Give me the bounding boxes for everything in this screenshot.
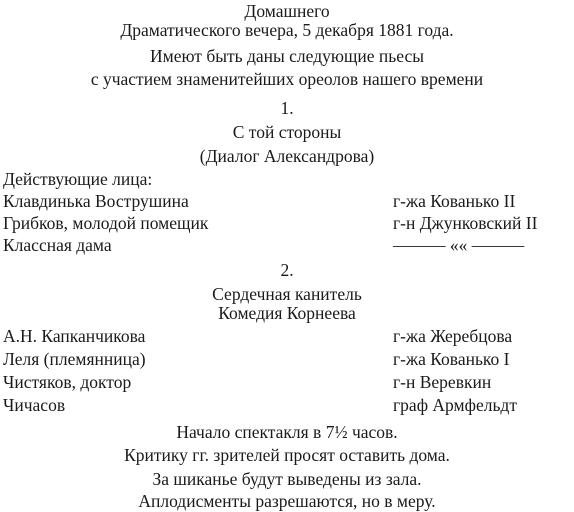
play2-subtitle: Комедия Корнеева: [218, 303, 356, 323]
cast-role: Клавдинька Вострушина: [3, 191, 189, 211]
header-line-4: с участием знаменитейших ореолов нашего времени: [90, 69, 484, 89]
cast-role: Грибков, молодой помещик: [3, 213, 209, 233]
header-line-2: Драматического вечера, 5 декабря 1881 года.: [120, 20, 454, 40]
cast-heading-text: Действующие лица:: [3, 169, 153, 189]
cast-actor: г-н Джунковский II: [393, 213, 538, 233]
play2-number: 2.: [280, 260, 294, 280]
play2-title: Сердечная канитель: [212, 284, 362, 304]
play1-number: 1.: [280, 98, 294, 118]
play1-title: С той стороны: [232, 122, 342, 142]
cast-actor: г-жа Кованько II: [393, 191, 516, 211]
cast-actor: г-жа Кованько I: [393, 349, 510, 369]
cast-actor: г-н Веревкин: [393, 372, 492, 392]
cast-actor: г-жа Жеребцова: [393, 326, 513, 346]
cast-role: Классная дама: [3, 235, 112, 255]
cast-role: Чичасов: [3, 395, 66, 415]
cast-role: А.Н. Капканчикова: [3, 326, 146, 346]
header-line-3: Имеют быть даны следующие пьесы: [149, 46, 424, 66]
cast-role: Леля (племянница): [3, 349, 146, 369]
footer-line-2: Критику гг. зрителей просят оставить дома.: [124, 445, 450, 465]
header-line-1: Домашнего: [244, 1, 330, 21]
footer-line-4: Аплодисменты разрешаются, но в меру.: [138, 491, 436, 511]
footer-line-1: Начало спектакля в 7½ часов.: [176, 422, 398, 442]
footer-line-3: За шиканье будут выведены из зала.: [152, 469, 422, 489]
play1-subtitle: (Диалог Александрова): [199, 146, 375, 166]
cast-actor: граф Армфельдт: [393, 395, 517, 415]
cast-role: Чистяков, доктор: [3, 372, 132, 392]
cast-actor-ditto: ——— «« ———: [393, 235, 525, 255]
